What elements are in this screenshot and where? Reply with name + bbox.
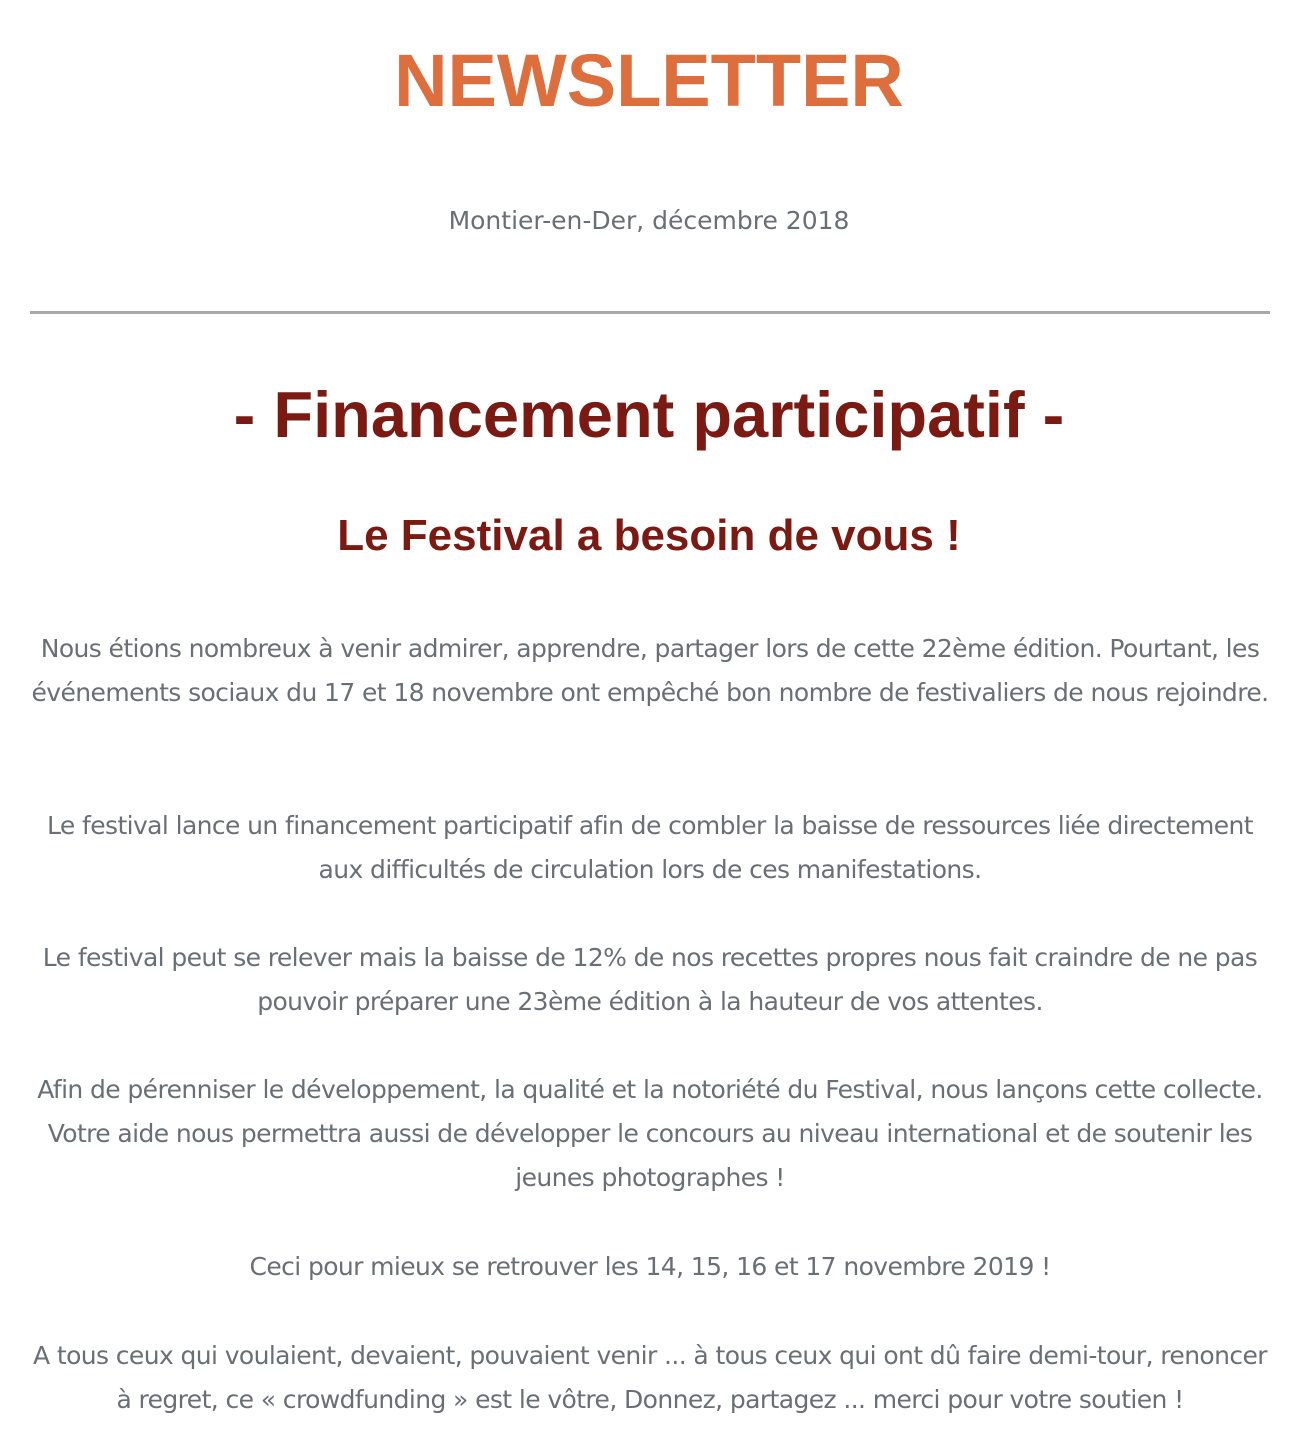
section-divider: [30, 311, 1270, 314]
paragraph-crowdfunding: Le festival lance un financement participatif afin de combler la baisse de ressources liée directement aux difficultés de circulation lors de ces manifestations.: [47, 811, 1253, 884]
paragraph-next-dates: Ceci pour mieux se retrouver les 14, 15, 16 et 17 novembre 2019 !: [249, 1252, 1051, 1281]
paragraph-revenue-drop: Le festival peut se relever mais la baisse de 12% de nos recettes propres nous fait craindre de ne pas pouvoir préparer une 23ème édition à la hauteur de vos attentes.: [42, 943, 1258, 1016]
newsletter-title: NEWSLETTER: [394, 39, 904, 122]
dateline: Montier-en-Der, décembre 2018: [448, 206, 850, 235]
headline: - Financement participatif -: [233, 378, 1065, 451]
subheadline: Le Festival a besoin de vous !: [337, 511, 961, 560]
paragraph-collection: Afin de pérenniser le développement, la qualité et la notoriété du Festival, nous lançons cette collecte. Votre aide nous permettra aussi de développer le concours au niveau international et de soutenir les jeunes photographes !: [37, 1075, 1263, 1192]
paragraph-intro: Nous étions nombreux à venir admirer, apprendre, partager lors de cette 22ème édition. Pourtant, les événements sociaux du 17 et 18 novembre ont empêché bon nombre de festivaliers de nous rejoindre.: [31, 634, 1269, 707]
paragraph-thanks: A tous ceux qui voulaient, devaient, pouvaient venir ... à tous ceux qui ont dû faire demi-tour, renoncer à regret, ce « crowdfunding » est le vôtre, Donnez, partagez ... merci pour votre soutien !: [33, 1341, 1267, 1414]
